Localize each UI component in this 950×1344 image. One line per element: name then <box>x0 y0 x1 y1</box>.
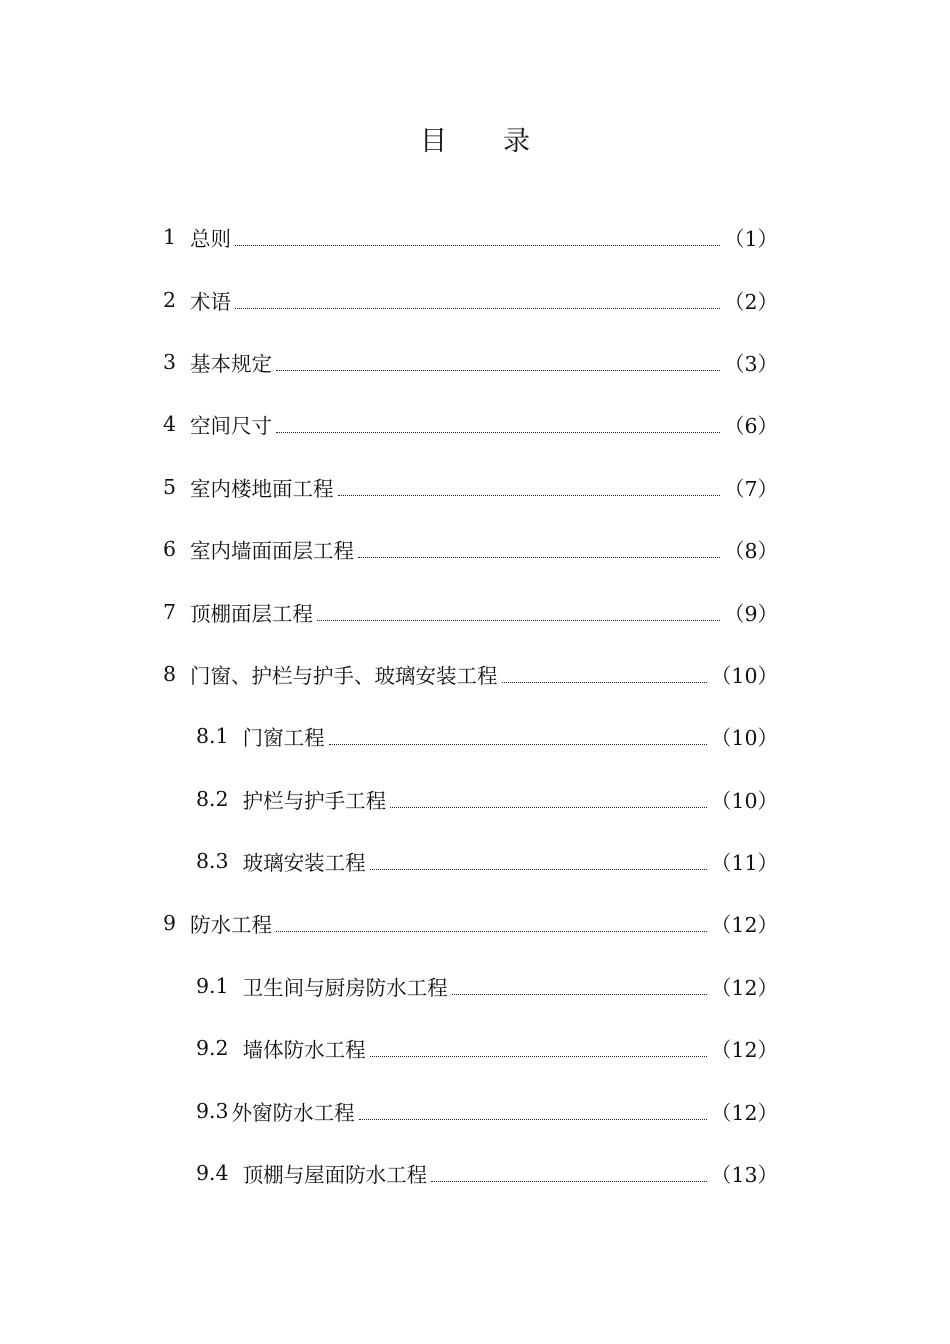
toc-dot-leader <box>276 369 720 371</box>
toc-section-number: 5 <box>163 474 177 499</box>
toc-entry[interactable] <box>0 643 950 705</box>
toc-entry[interactable] <box>0 331 950 393</box>
toc-dot-leader <box>276 930 707 932</box>
toc-dot-leader <box>370 1055 707 1057</box>
toc-page-number: （10） <box>710 788 778 813</box>
toc-entry[interactable] <box>0 393 950 455</box>
toc-page-number: （10） <box>710 663 778 688</box>
toc-page-number: （11） <box>710 851 778 876</box>
toc-section-number: 8.1 <box>196 724 229 749</box>
toc-page-number: （12） <box>710 1100 778 1125</box>
toc-section-number: 1 <box>163 225 177 250</box>
toc-section-title: 玻璃安装工程 <box>242 851 366 876</box>
toc-section-number: 9.3 <box>196 1098 229 1123</box>
toc-entry-heading <box>0 846 366 876</box>
toc-section-number: 8 <box>163 661 177 686</box>
toc-section-number: 6 <box>163 537 177 562</box>
toc-page-number: （9） <box>723 601 778 626</box>
toc-entry-heading <box>0 971 448 1001</box>
toc-entry-heading <box>0 1096 355 1126</box>
toc-dot-leader <box>276 431 720 433</box>
toc-section-number: 4 <box>163 412 177 437</box>
toc-page-number: （10） <box>710 726 778 751</box>
toc-entry-heading <box>0 721 325 751</box>
title-char-1: 目 <box>420 126 447 157</box>
page-title <box>0 122 950 162</box>
toc-section-number: 2 <box>163 287 177 312</box>
toc-entry[interactable] <box>0 268 950 330</box>
toc-section-number: 9.4 <box>196 1161 229 1186</box>
toc-entry-heading <box>0 1033 366 1063</box>
toc-section-title: 总则 <box>190 227 232 252</box>
toc-page-number: （3） <box>723 351 778 376</box>
toc-section-title: 顶棚面层工程 <box>190 601 314 626</box>
toc-entry-heading <box>0 784 386 814</box>
toc-dot-leader <box>502 681 707 683</box>
toc-section-title: 术语 <box>190 289 232 314</box>
toc-dot-leader <box>452 993 707 995</box>
toc-section-title: 外窗防水工程 <box>231 1100 355 1125</box>
toc-entry[interactable] <box>0 456 950 518</box>
toc-entry-heading <box>0 1158 427 1188</box>
toc-section-title: 卫生间与厨房防水工程 <box>242 975 448 1000</box>
toc-entry-heading <box>0 409 272 439</box>
toc-dot-leader <box>329 743 707 745</box>
toc-entry[interactable] <box>0 1079 950 1141</box>
toc-dot-leader <box>390 806 707 808</box>
toc-page-number: （13） <box>710 1163 778 1188</box>
toc-section-title: 室内楼地面工程 <box>190 476 334 501</box>
toc-dot-leader <box>358 556 720 558</box>
toc-page-number: （2） <box>723 289 778 314</box>
toc-entry[interactable] <box>0 955 950 1017</box>
toc-dot-leader <box>431 1180 707 1182</box>
toc-section-number: 3 <box>163 349 177 374</box>
toc-entry[interactable] <box>0 1017 950 1079</box>
toc-section-title: 护栏与护手工程 <box>242 788 387 813</box>
toc-entry[interactable] <box>0 580 950 642</box>
toc-section-title: 空间尺寸 <box>190 414 273 439</box>
table-of-contents <box>0 206 950 1204</box>
toc-page-number: （8） <box>723 539 778 564</box>
toc-section-number: 7 <box>163 599 177 624</box>
toc-entry-heading <box>0 285 231 315</box>
toc-entry-heading <box>0 908 272 938</box>
toc-dot-leader <box>317 619 720 621</box>
toc-dot-leader <box>370 868 707 870</box>
toc-section-title: 基本规定 <box>190 351 273 376</box>
toc-page-number: （7） <box>723 476 778 501</box>
toc-dot-leader <box>338 494 720 496</box>
toc-section-number: 9.1 <box>196 973 229 998</box>
toc-section-number: 9 <box>163 911 177 936</box>
toc-entry[interactable] <box>0 830 950 892</box>
toc-page-number: （1） <box>723 227 778 252</box>
toc-entry-heading <box>0 597 313 627</box>
toc-section-title: 门窗工程 <box>242 726 325 751</box>
toc-entry[interactable] <box>0 892 950 954</box>
toc-dot-leader <box>235 307 720 309</box>
toc-entry-heading <box>0 534 354 564</box>
toc-section-number: 9.2 <box>196 1036 229 1061</box>
toc-section-title: 顶棚与屋面防水工程 <box>242 1163 428 1188</box>
toc-entry[interactable] <box>0 768 950 830</box>
toc-dot-leader <box>235 244 720 246</box>
toc-section-title: 门窗、护栏与护手、玻璃安装工程 <box>190 663 498 688</box>
title-char-2: 录 <box>503 126 530 157</box>
toc-section-number: 8.3 <box>196 849 229 874</box>
toc-entry-heading <box>0 347 272 377</box>
toc-entry[interactable] <box>0 518 950 580</box>
toc-section-number: 8.2 <box>196 786 229 811</box>
toc-section-title: 防水工程 <box>190 913 273 938</box>
toc-entry[interactable] <box>0 705 950 767</box>
toc-page-number: （12） <box>710 913 778 938</box>
toc-page-number: （12） <box>710 975 778 1000</box>
toc-entry[interactable] <box>0 206 950 268</box>
toc-entry-heading <box>0 659 498 689</box>
toc-section-title: 墙体防水工程 <box>242 1038 366 1063</box>
toc-section-title: 室内墙面面层工程 <box>190 539 355 564</box>
toc-entry-heading <box>0 222 231 252</box>
toc-page-number: （12） <box>710 1038 778 1063</box>
toc-dot-leader <box>359 1118 707 1120</box>
toc-entry-heading <box>0 472 334 502</box>
toc-page-number: （6） <box>723 414 778 439</box>
toc-entry[interactable] <box>0 1142 950 1204</box>
